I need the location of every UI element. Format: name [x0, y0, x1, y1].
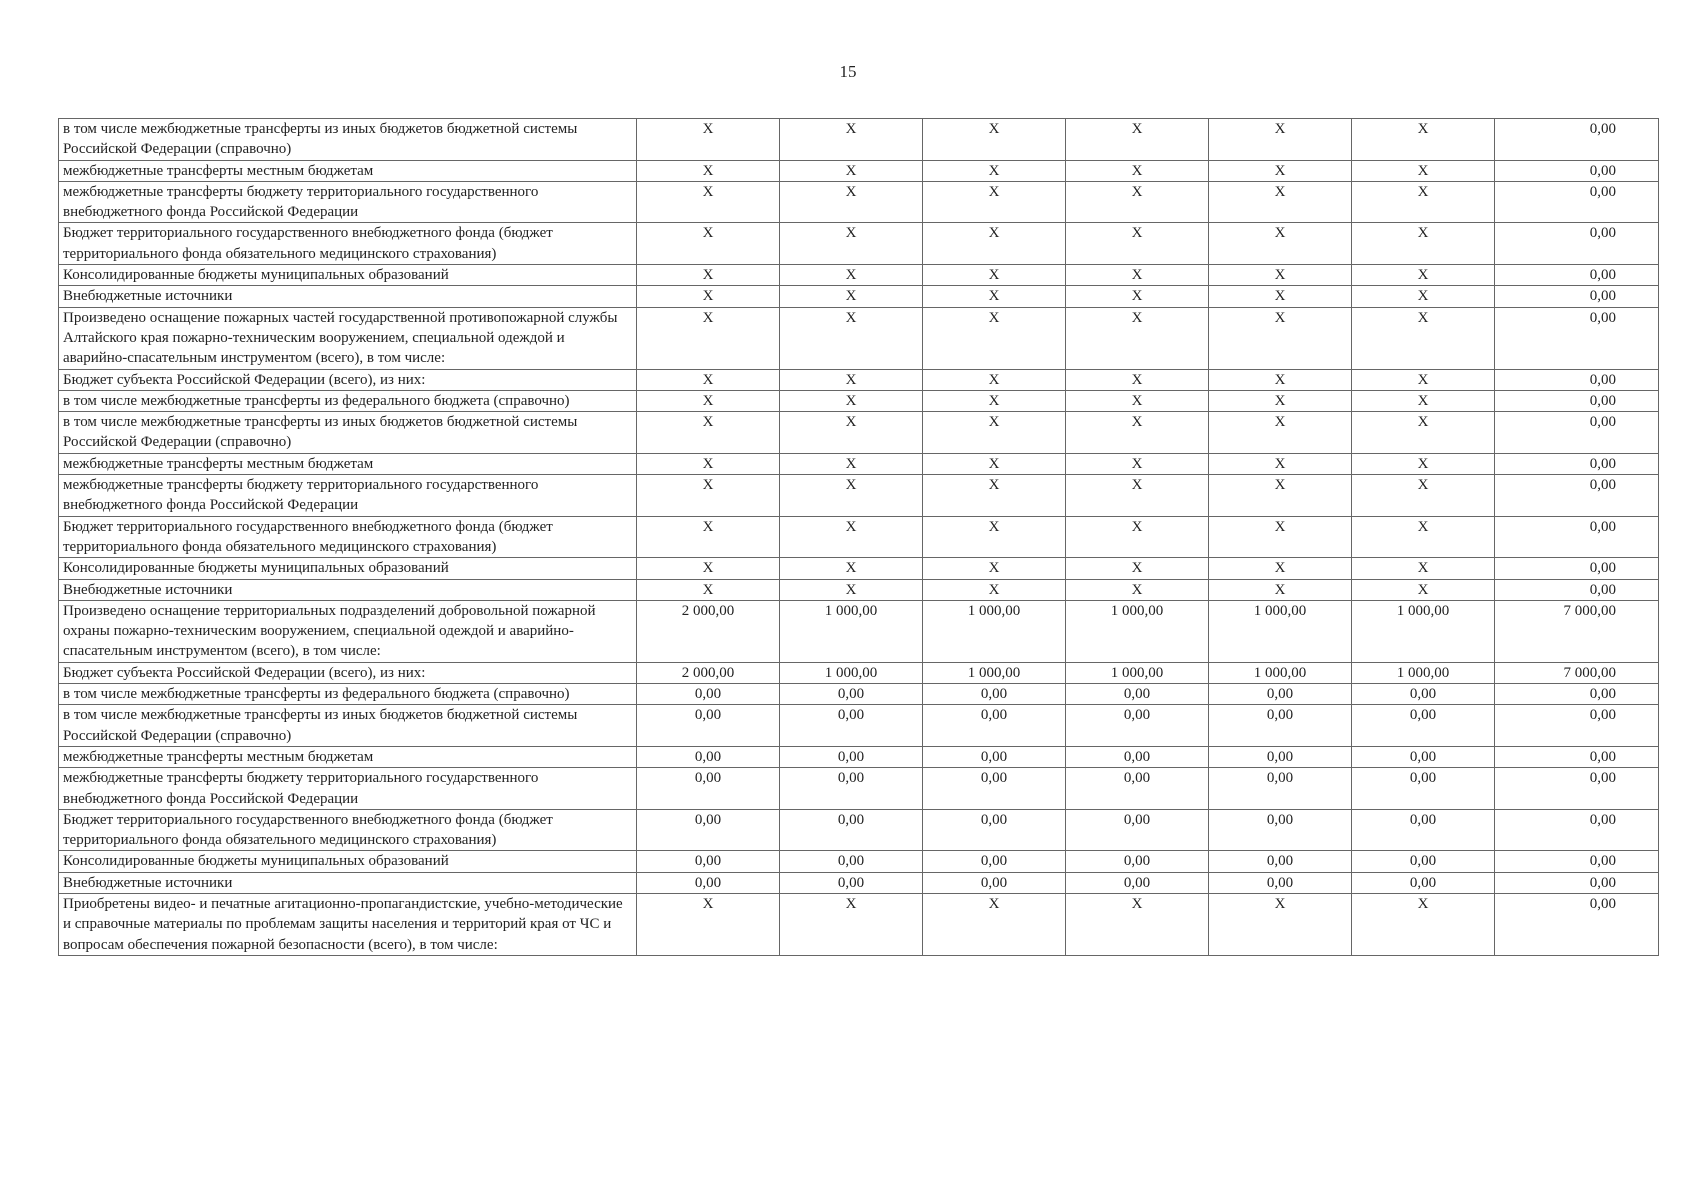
row-year-cell: 0,00	[1352, 746, 1495, 767]
row-year-cell: 0,00	[637, 809, 780, 851]
row-label: Бюджет субъекта Российской Федерации (всего), из них:	[59, 662, 637, 683]
row-total-cell: 0,00	[1495, 475, 1659, 517]
row-label: Произведено оснащение пожарных частей государственной противопожарной службы Алтайского края пожарно-техническим вооружением, специальной одеждой и аварийно-спасательным инструментом (всего), в том числе:	[59, 307, 637, 369]
row-total-cell: 7 000,00	[1495, 600, 1659, 662]
row-year-cell: X	[1209, 579, 1352, 600]
row-year-cell: 0,00	[637, 746, 780, 767]
row-year-cell: 0,00	[1352, 684, 1495, 705]
row-year-cell: X	[1209, 390, 1352, 411]
row-year-cell: 0,00	[780, 872, 923, 893]
row-label: Внебюджетные источники	[59, 286, 637, 307]
row-year-cell: X	[1209, 223, 1352, 265]
row-year-cell: 0,00	[780, 809, 923, 851]
row-year-cell: X	[1209, 453, 1352, 474]
table-row	[59, 600, 1659, 662]
row-year-cell: 1 000,00	[780, 600, 923, 662]
row-year-cell: X	[1352, 286, 1495, 307]
row-year-cell: X	[923, 160, 1066, 181]
table-row	[59, 412, 1659, 454]
row-year-cell: X	[1066, 893, 1209, 955]
row-year-cell: X	[1352, 412, 1495, 454]
row-total-cell: 0,00	[1495, 412, 1659, 454]
table-row	[59, 160, 1659, 181]
row-year-cell: X	[1352, 579, 1495, 600]
row-year-cell: 1 000,00	[923, 662, 1066, 683]
row-year-cell: 2 000,00	[637, 600, 780, 662]
row-year-cell: X	[1352, 516, 1495, 558]
row-year-cell: X	[1066, 119, 1209, 161]
row-year-cell: 0,00	[1209, 768, 1352, 810]
row-label: Произведено оснащение территориальных подразделений добровольной пожарной охраны пожарно-техническим вооружением, специальной одеждой и аварийно-спасательным инструментом (всего), в том числе:	[59, 600, 637, 662]
row-total-cell: 0,00	[1495, 558, 1659, 579]
row-year-cell: X	[637, 369, 780, 390]
row-year-cell: X	[637, 475, 780, 517]
table-row	[59, 893, 1659, 955]
row-year-cell: 0,00	[923, 809, 1066, 851]
row-total-cell: 0,00	[1495, 768, 1659, 810]
row-year-cell: X	[780, 893, 923, 955]
row-year-cell: 0,00	[1066, 768, 1209, 810]
row-year-cell: X	[780, 119, 923, 161]
row-total-cell: 0,00	[1495, 579, 1659, 600]
row-year-cell: X	[1209, 181, 1352, 223]
row-year-cell: X	[923, 119, 1066, 161]
table-row	[59, 662, 1659, 683]
row-year-cell: X	[1066, 475, 1209, 517]
row-label: межбюджетные трансферты бюджету территориального государственного внебюджетного фонда Российской Федерации	[59, 475, 637, 517]
row-year-cell: X	[923, 412, 1066, 454]
table-row	[59, 705, 1659, 747]
row-year-cell: X	[780, 558, 923, 579]
row-year-cell: 1 000,00	[1066, 662, 1209, 683]
row-year-cell: X	[780, 412, 923, 454]
table-row	[59, 119, 1659, 161]
row-year-cell: 0,00	[923, 684, 1066, 705]
row-year-cell: 0,00	[1209, 684, 1352, 705]
row-label: межбюджетные трансферты местным бюджетам	[59, 746, 637, 767]
row-year-cell: X	[780, 453, 923, 474]
row-year-cell: X	[923, 579, 1066, 600]
row-year-cell: 0,00	[780, 705, 923, 747]
row-year-cell: 1 000,00	[1209, 600, 1352, 662]
row-year-cell: X	[923, 390, 1066, 411]
row-year-cell: X	[1066, 286, 1209, 307]
row-year-cell: X	[1066, 579, 1209, 600]
row-label: Консолидированные бюджеты муниципальных образований	[59, 851, 637, 872]
row-label: межбюджетные трансферты бюджету территориального государственного внебюджетного фонда Российской Федерации	[59, 181, 637, 223]
row-year-cell: 0,00	[637, 768, 780, 810]
row-year-cell: 1 000,00	[1352, 662, 1495, 683]
row-year-cell: 0,00	[780, 768, 923, 810]
row-year-cell: X	[1209, 265, 1352, 286]
row-year-cell: 0,00	[1066, 809, 1209, 851]
row-total-cell: 0,00	[1495, 705, 1659, 747]
row-year-cell: 0,00	[923, 705, 1066, 747]
row-year-cell: X	[780, 369, 923, 390]
row-year-cell: X	[1209, 893, 1352, 955]
row-year-cell: 0,00	[637, 705, 780, 747]
row-year-cell: X	[1066, 223, 1209, 265]
row-year-cell: X	[923, 307, 1066, 369]
row-year-cell: 0,00	[1209, 809, 1352, 851]
table-row	[59, 453, 1659, 474]
row-total-cell: 0,00	[1495, 684, 1659, 705]
row-year-cell: 0,00	[1066, 851, 1209, 872]
row-year-cell: X	[923, 516, 1066, 558]
row-year-cell: 0,00	[923, 746, 1066, 767]
row-year-cell: X	[923, 893, 1066, 955]
row-year-cell: 0,00	[923, 851, 1066, 872]
row-label: в том числе межбюджетные трансферты из иных бюджетов бюджетной системы Российской Федерации (справочно)	[59, 412, 637, 454]
row-year-cell: 0,00	[637, 872, 780, 893]
row-year-cell: X	[1352, 893, 1495, 955]
row-total-cell: 0,00	[1495, 746, 1659, 767]
row-total-cell: 0,00	[1495, 809, 1659, 851]
row-year-cell: X	[923, 369, 1066, 390]
row-year-cell: X	[780, 390, 923, 411]
row-year-cell: X	[1066, 369, 1209, 390]
row-year-cell: X	[637, 307, 780, 369]
row-label: в том числе межбюджетные трансферты из иных бюджетов бюджетной системы Российской Федерации (справочно)	[59, 119, 637, 161]
row-year-cell: X	[1066, 558, 1209, 579]
row-year-cell: X	[923, 223, 1066, 265]
row-total-cell: 0,00	[1495, 872, 1659, 893]
row-year-cell: 1 000,00	[1066, 600, 1209, 662]
row-total-cell: 0,00	[1495, 893, 1659, 955]
row-year-cell: 1 000,00	[1209, 662, 1352, 683]
row-year-cell: X	[780, 516, 923, 558]
row-year-cell: X	[1066, 412, 1209, 454]
row-total-cell: 0,00	[1495, 851, 1659, 872]
table-row	[59, 872, 1659, 893]
row-label: Консолидированные бюджеты муниципальных образований	[59, 558, 637, 579]
row-total-cell: 7 000,00	[1495, 662, 1659, 683]
row-year-cell: 0,00	[1352, 768, 1495, 810]
row-year-cell: 0,00	[780, 684, 923, 705]
row-year-cell: X	[637, 453, 780, 474]
row-year-cell: X	[1352, 160, 1495, 181]
row-year-cell: 0,00	[780, 851, 923, 872]
row-year-cell: 0,00	[923, 768, 1066, 810]
row-year-cell: 0,00	[1209, 746, 1352, 767]
row-year-cell: X	[780, 307, 923, 369]
row-label: Консолидированные бюджеты муниципальных образований	[59, 265, 637, 286]
row-year-cell: 0,00	[1066, 746, 1209, 767]
row-label: Бюджет территориального государственного внебюджетного фонда (бюджет территориального фонда обязательного медицинского страхования)	[59, 223, 637, 265]
row-year-cell: X	[1066, 265, 1209, 286]
table-row	[59, 516, 1659, 558]
table-row	[59, 181, 1659, 223]
row-label: межбюджетные трансферты бюджету территориального государственного внебюджетного фонда Российской Федерации	[59, 768, 637, 810]
row-label: Внебюджетные источники	[59, 872, 637, 893]
row-year-cell: X	[1209, 475, 1352, 517]
row-year-cell: X	[1352, 307, 1495, 369]
row-year-cell: X	[637, 390, 780, 411]
row-year-cell: X	[637, 558, 780, 579]
row-year-cell: 0,00	[1352, 851, 1495, 872]
row-total-cell: 0,00	[1495, 369, 1659, 390]
row-total-cell: 0,00	[1495, 181, 1659, 223]
row-year-cell: X	[1352, 119, 1495, 161]
row-year-cell: 0,00	[1209, 851, 1352, 872]
row-year-cell: 0,00	[780, 746, 923, 767]
row-label: в том числе межбюджетные трансферты из федерального бюджета (справочно)	[59, 390, 637, 411]
row-year-cell: X	[1209, 286, 1352, 307]
row-total-cell: 0,00	[1495, 286, 1659, 307]
row-year-cell: X	[923, 265, 1066, 286]
table-row	[59, 475, 1659, 517]
table-row	[59, 579, 1659, 600]
row-total-cell: 0,00	[1495, 265, 1659, 286]
row-year-cell: 0,00	[1352, 705, 1495, 747]
budget-table	[58, 118, 1659, 956]
row-total-cell: 0,00	[1495, 516, 1659, 558]
row-year-cell: X	[1352, 223, 1495, 265]
table-row	[59, 558, 1659, 579]
row-year-cell: 1 000,00	[923, 600, 1066, 662]
row-year-cell: X	[637, 119, 780, 161]
table-row	[59, 369, 1659, 390]
row-label: межбюджетные трансферты местным бюджетам	[59, 453, 637, 474]
table-row	[59, 390, 1659, 411]
row-year-cell: X	[780, 286, 923, 307]
row-year-cell: 1 000,00	[1352, 600, 1495, 662]
row-year-cell: X	[1209, 160, 1352, 181]
row-year-cell: X	[637, 516, 780, 558]
row-year-cell: X	[1209, 558, 1352, 579]
row-year-cell: X	[1066, 160, 1209, 181]
row-year-cell: X	[923, 181, 1066, 223]
table-row	[59, 809, 1659, 851]
table-row	[59, 265, 1659, 286]
row-year-cell: X	[923, 558, 1066, 579]
row-year-cell: X	[923, 475, 1066, 517]
row-total-cell: 0,00	[1495, 307, 1659, 369]
row-year-cell: 1 000,00	[780, 662, 923, 683]
row-year-cell: X	[637, 160, 780, 181]
row-year-cell: X	[1066, 516, 1209, 558]
row-year-cell: 0,00	[1209, 872, 1352, 893]
row-year-cell: X	[780, 223, 923, 265]
row-year-cell: X	[1066, 307, 1209, 369]
row-year-cell: X	[1209, 119, 1352, 161]
row-year-cell: X	[1352, 265, 1495, 286]
row-year-cell: 0,00	[1352, 872, 1495, 893]
row-year-cell: X	[637, 579, 780, 600]
page-number: 15	[839, 62, 857, 81]
row-year-cell: X	[923, 286, 1066, 307]
row-total-cell: 0,00	[1495, 119, 1659, 161]
row-year-cell: X	[637, 286, 780, 307]
table-row	[59, 307, 1659, 369]
row-year-cell: 0,00	[1209, 705, 1352, 747]
row-year-cell: X	[1352, 558, 1495, 579]
row-year-cell: X	[1209, 516, 1352, 558]
table-row	[59, 223, 1659, 265]
row-year-cell: X	[1066, 453, 1209, 474]
row-year-cell: X	[1352, 475, 1495, 517]
row-year-cell: X	[780, 579, 923, 600]
row-year-cell: X	[637, 181, 780, 223]
row-year-cell: X	[780, 265, 923, 286]
row-year-cell: X	[1352, 453, 1495, 474]
row-year-cell: X	[637, 412, 780, 454]
row-total-cell: 0,00	[1495, 453, 1659, 474]
row-year-cell: X	[1066, 181, 1209, 223]
row-year-cell: X	[1352, 181, 1495, 223]
row-year-cell: X	[637, 893, 780, 955]
row-year-cell: X	[780, 160, 923, 181]
row-label: Приобретены видео- и печатные агитационно-пропагандистские, учебно-методические и справочные материалы по проблемам защиты населения и территорий края от ЧС и вопросам обеспечения пожарной безопасности (всего), в том числе:	[59, 893, 637, 955]
row-total-cell: 0,00	[1495, 223, 1659, 265]
row-total-cell: 0,00	[1495, 390, 1659, 411]
row-year-cell: 0,00	[637, 684, 780, 705]
row-label: в том числе межбюджетные трансферты из иных бюджетов бюджетной системы Российской Федерации (справочно)	[59, 705, 637, 747]
row-year-cell: 0,00	[1352, 809, 1495, 851]
row-year-cell: X	[637, 265, 780, 286]
table-row	[59, 851, 1659, 872]
row-label: Внебюджетные источники	[59, 579, 637, 600]
row-year-cell: 0,00	[637, 851, 780, 872]
row-label: Бюджет территориального государственного внебюджетного фонда (бюджет территориального фонда обязательного медицинского страхования)	[59, 809, 637, 851]
row-year-cell: X	[1209, 369, 1352, 390]
row-year-cell: X	[1352, 390, 1495, 411]
row-year-cell: X	[1209, 412, 1352, 454]
row-year-cell: X	[1209, 307, 1352, 369]
row-label: в том числе межбюджетные трансферты из федерального бюджета (справочно)	[59, 684, 637, 705]
row-label: Бюджет субъекта Российской Федерации (всего), из них:	[59, 369, 637, 390]
table-row	[59, 286, 1659, 307]
table-row	[59, 684, 1659, 705]
row-year-cell: X	[1066, 390, 1209, 411]
row-year-cell: 0,00	[1066, 872, 1209, 893]
row-year-cell: X	[637, 223, 780, 265]
row-year-cell: 2 000,00	[637, 662, 780, 683]
row-year-cell: X	[780, 475, 923, 517]
row-year-cell: X	[1352, 369, 1495, 390]
row-label: Бюджет территориального государственного внебюджетного фонда (бюджет территориального фонда обязательного медицинского страхования)	[59, 516, 637, 558]
row-label: межбюджетные трансферты местным бюджетам	[59, 160, 637, 181]
row-year-cell: 0,00	[923, 872, 1066, 893]
row-year-cell: 0,00	[1066, 705, 1209, 747]
row-total-cell: 0,00	[1495, 160, 1659, 181]
row-year-cell: X	[780, 181, 923, 223]
row-year-cell: 0,00	[1066, 684, 1209, 705]
row-year-cell: X	[923, 453, 1066, 474]
table-row	[59, 746, 1659, 767]
table-row	[59, 768, 1659, 810]
